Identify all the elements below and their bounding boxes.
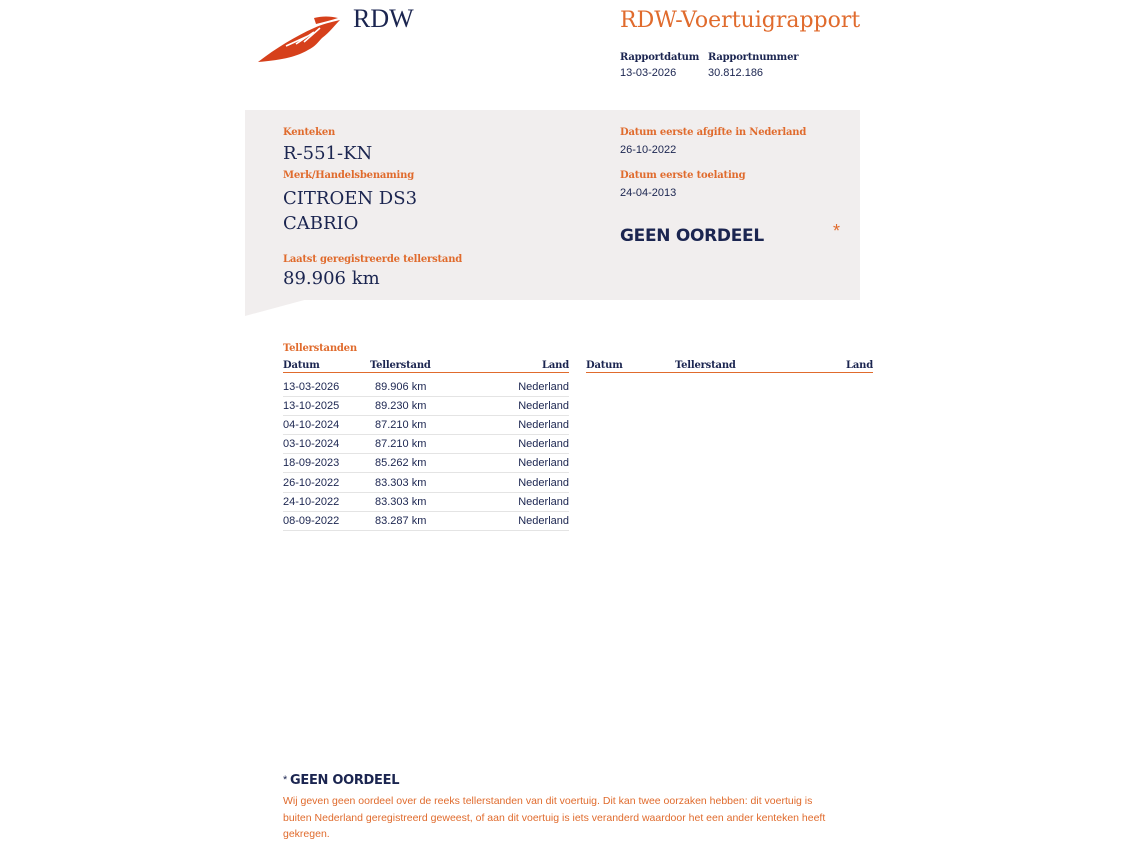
col-header-country: Land bbox=[542, 360, 569, 371]
table-row bbox=[283, 511, 569, 531]
first-nl-value: 26-10-2022 bbox=[620, 144, 677, 156]
header-rule-2 bbox=[586, 372, 873, 373]
make-label: Merk/Handelsbenaming bbox=[283, 170, 415, 181]
rdw-logo bbox=[256, 16, 340, 66]
footnote-text: Wij geven geen oordeel over de reeks tellerstanden van dit voertuig. Dit kan twee oorzaken hebben: dit voertuig is buiten Nederland geregistreerd geweest, of aan dit voertuig is iets veranderd waardoor het een ander kenteken heeft gekregen. bbox=[283, 795, 826, 840]
col-header-odometer-2: Tellerstand bbox=[675, 360, 736, 371]
table-row bbox=[283, 453, 569, 473]
row-country: Nederland bbox=[518, 419, 569, 431]
brand-name: RDW bbox=[353, 4, 414, 33]
row-date: 03-10-2024 bbox=[283, 438, 340, 450]
row-odometer: 83.287 km bbox=[375, 515, 427, 527]
row-country: Nederland bbox=[518, 381, 569, 393]
first-admission-value: 24-04-2013 bbox=[620, 187, 677, 199]
col-header-date-2: Datum bbox=[586, 360, 623, 371]
col-header-country-2: Land bbox=[846, 360, 873, 371]
plate-label: Kenteken bbox=[283, 127, 336, 138]
row-date: 13-03-2026 bbox=[283, 381, 340, 393]
report-title: RDW-Voertuigrapport bbox=[620, 8, 861, 33]
row-country: Nederland bbox=[518, 457, 569, 469]
make-value-line1: CITROEN DS3 bbox=[283, 188, 418, 209]
row-country: Nederland bbox=[518, 496, 569, 508]
table-row bbox=[283, 473, 569, 493]
report-number-label: Rapportnummer bbox=[708, 52, 799, 63]
footnote-title: GEEN OORDEEL bbox=[290, 773, 400, 788]
odometer-table-title: Tellerstanden bbox=[283, 343, 357, 354]
row-country: Nederland bbox=[518, 477, 569, 489]
row-odometer: 89.906 km bbox=[375, 381, 427, 393]
row-odometer: 87.210 km bbox=[375, 419, 427, 431]
row-odometer: 89.230 km bbox=[375, 400, 427, 412]
row-date: 24-10-2022 bbox=[283, 496, 340, 508]
panel-notch bbox=[245, 299, 308, 316]
make-value-line2: CABRIO bbox=[283, 213, 359, 234]
odometer-value: 89.906 km bbox=[283, 268, 380, 289]
table-row bbox=[283, 377, 569, 397]
report-date-label: Rapportdatum bbox=[620, 52, 700, 63]
odometer-label: Laatst geregistreerde tellerstand bbox=[283, 254, 463, 265]
first-nl-label: Datum eerste afgifte in Nederland bbox=[620, 127, 807, 138]
footnote-asterisk: * bbox=[283, 774, 288, 786]
row-date: 04-10-2024 bbox=[283, 419, 340, 431]
row-odometer: 83.303 km bbox=[375, 477, 427, 489]
row-date: 13-10-2025 bbox=[283, 400, 340, 412]
report-date: 13-03-2026 bbox=[620, 67, 677, 79]
col-header-odometer: Tellerstand bbox=[370, 360, 431, 371]
row-country: Nederland bbox=[518, 515, 569, 527]
table-row bbox=[283, 492, 569, 512]
verdict-asterisk: * bbox=[833, 221, 841, 241]
row-odometer: 83.303 km bbox=[375, 496, 427, 508]
table-row bbox=[283, 396, 569, 416]
table-row bbox=[283, 415, 569, 435]
col-header-date: Datum bbox=[283, 360, 320, 371]
row-odometer: 85.262 km bbox=[375, 457, 427, 469]
plate-value: R-551-KN bbox=[283, 143, 373, 164]
report-number: 30.812.186 bbox=[708, 67, 764, 79]
row-date: 18-09-2023 bbox=[283, 457, 340, 469]
row-date: 08-09-2022 bbox=[283, 515, 340, 527]
table-row bbox=[283, 434, 569, 454]
row-country: Nederland bbox=[518, 438, 569, 450]
first-admission-label: Datum eerste toelating bbox=[620, 170, 746, 181]
row-date: 26-10-2022 bbox=[283, 477, 340, 489]
header-rule bbox=[283, 372, 569, 373]
row-odometer: 87.210 km bbox=[375, 438, 427, 450]
verdict: GEEN OORDEEL bbox=[620, 226, 764, 246]
row-country: Nederland bbox=[518, 400, 569, 412]
